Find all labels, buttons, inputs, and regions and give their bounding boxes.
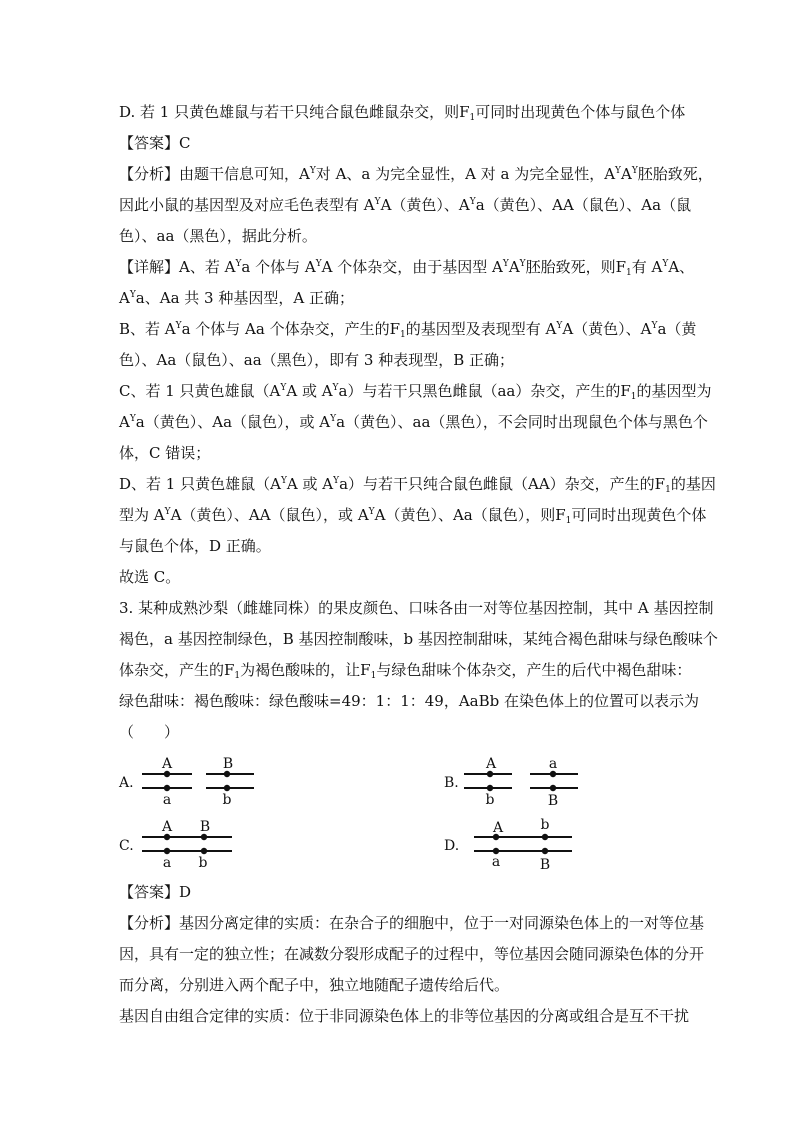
allele-label: b <box>540 817 550 833</box>
text-line: C、若 1 只黄色雄鼠（$A^YA$ 或 $A^Ya$）与若干只黑色雌鼠（aa）杂交，产生的$F_1$的基因型为 <box>119 382 712 402</box>
gene-locus-dot <box>542 834 548 840</box>
option-d-label: D. <box>444 838 460 854</box>
allele-label: a <box>491 854 501 870</box>
gene-locus-dot <box>550 785 556 791</box>
text-line: $A^Ya$（黄色）、Aa（鼠色），或 $A^Ya$（黄色）、aa（黑色），不会同时出现鼠色个体与黑色个 <box>119 413 708 431</box>
allele-label: b <box>222 792 232 808</box>
question-line: （ ） <box>119 723 180 741</box>
option-a-label: A. <box>119 775 134 791</box>
question-line: 体杂交，产生的$F_1$为褐色酸味的，让$F_1$与绿色甜味个体杂交，产生的后代中褐色甜味： <box>119 661 692 681</box>
allele-label: a <box>162 855 172 871</box>
text-line: 而分离，分别进入两个配子中，独立地随配子遗传给后代。 <box>119 976 510 994</box>
allele-label: B <box>539 857 551 873</box>
gene-locus-dot <box>224 785 230 791</box>
question-line: 3. 某种成熟沙梨（雌雄同株）的果皮颜色、口味各由一对等位基因控制，其中 A 基因控制 <box>119 599 714 617</box>
allele-label: b <box>198 855 208 871</box>
gene-locus-dot <box>164 785 170 791</box>
allele-label: B <box>547 793 559 809</box>
option-c-chromosome-diagram <box>140 818 240 870</box>
answer-line: 【答案】C <box>119 134 191 152</box>
allele-label: A <box>492 820 504 836</box>
allele-label: A <box>485 756 497 772</box>
text-line: 【详解】A、若 $A^Ya$ 个体与 $A^YA$ 个体杂交，由于基因型 $A^YA^Y$胚胎致死，则$F_1$有 $A^YA$、 <box>119 258 695 278</box>
text-line: 因此小鼠的基因型及对应毛色表型有 $A^YA$（黄色）、$A^Ya$（黄色）、AA（鼠色）、Aa（鼠 <box>119 196 692 214</box>
option-b-chromosome-diagram <box>462 755 582 807</box>
text-line: 色）、aa（黑色），据此分析。 <box>119 227 317 245</box>
text-line: 色）、Aa（鼠色）、aa（黑色），即有 3 种表现型，B 正确； <box>119 351 515 369</box>
allele-label: A <box>161 756 173 772</box>
text-line: 基因自由组合定律的实质：位于非同源染色体上的非等位基因的分离或组合是互不干扰 <box>119 1007 690 1025</box>
text-line: B、若 $A^Ya$ 个体与 Aa 个体杂交，产生的$F_1$的基因型及表现型有 $A^YA$（黄色）、$A^Ya$（黄 <box>119 320 697 340</box>
gene-locus-dot <box>542 848 548 854</box>
text-line: 【分析】由题干信息可知，$A^Y$对 A、a 为完全显性，A 对 a 为完全显性，$A^YA^Y$胚胎致死， <box>119 165 713 183</box>
text-line: 故选 C。 <box>119 568 181 586</box>
gene-locus-dot <box>201 848 207 854</box>
allele-label: a <box>162 792 172 808</box>
text-line: D. 若 1 只黄色雄鼠与若干只纯合鼠色雌鼠杂交，则$F_1$可同时出现黄色个体与鼠色个体 <box>119 103 686 123</box>
answer-line: 【答案】D <box>119 883 192 901</box>
allele-label: a <box>548 756 558 772</box>
option-d-chromosome-diagram <box>472 815 582 871</box>
allele-label: B <box>222 756 234 772</box>
option-c-label: C. <box>119 838 134 854</box>
allele-label: A <box>161 819 173 835</box>
option-a-chromosome-diagram <box>140 755 260 807</box>
question-line: 褐色，a 基因控制绿色，B 基因控制酸味，b 基因控制甜味，某纯合褐色甜味与绿色酸味个 <box>119 630 718 648</box>
text-line: 型为 $A^YA$（黄色）、AA（鼠色），或 $A^YA$（黄色）、Aa（鼠色），则$F_1$可同时出现黄色个体 <box>119 506 707 526</box>
option-b-label: B. <box>444 775 459 791</box>
question-line: 绿色甜味：褐色酸味：绿色酸味=49：1：1：49，AaBb 在染色体上的位置可以表示为 <box>119 692 700 710</box>
text-line: $A^Ya$、Aa 共 3 种基因型，A 正确； <box>119 289 354 307</box>
allele-label: b <box>485 792 495 808</box>
gene-locus-dot <box>164 848 170 854</box>
text-line: 【分析】基因分离定律的实质：在杂合子的细胞中，位于一对同源染色体上的一对等位基 <box>119 914 705 932</box>
allele-label: B <box>199 819 211 835</box>
text-line: 因，具有一定的独立性；在减数分裂形成配子的过程中，等位基因会随同源染色体的分开 <box>119 945 705 963</box>
text-line: 与鼠色个体，D 正确。 <box>119 537 271 555</box>
text-line: D、若 1 只黄色雄鼠（$A^YA$ 或 $A^Ya$）与若干只纯合鼠色雌鼠（AA）杂交，产生的$F_1$的基因 <box>119 475 716 495</box>
gene-locus-dot <box>487 785 493 791</box>
text-line: 体，C 错误； <box>119 444 211 462</box>
